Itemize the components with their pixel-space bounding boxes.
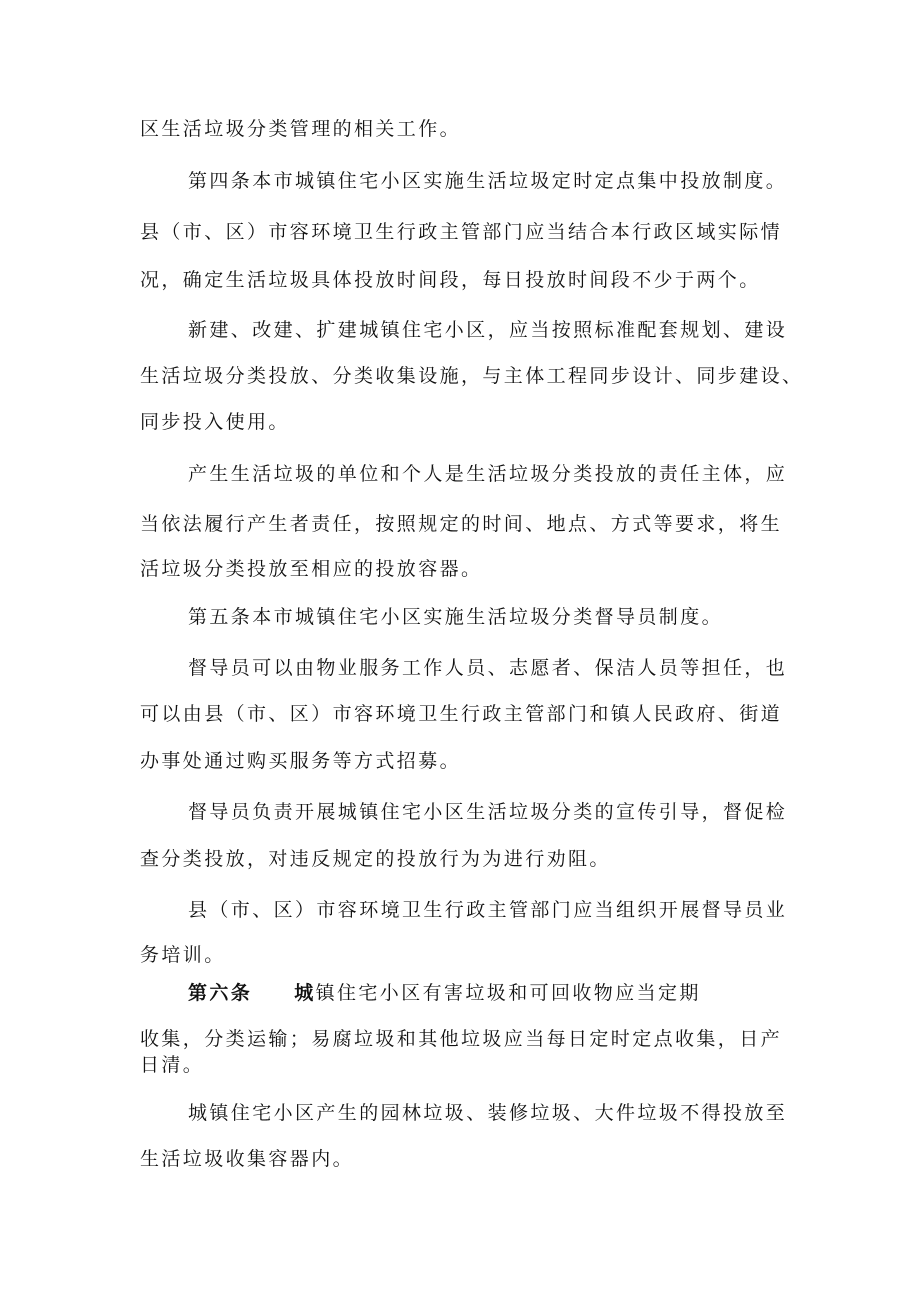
text-line: 务培训。 <box>140 944 226 966</box>
text-line: 督导员负责开展城镇住宅小区生活垃圾分类的宣传引导，督促检 <box>188 801 788 823</box>
text-line: 督导员可以由物业服务工作人员、志愿者、保洁人员等担任，也 <box>188 657 788 679</box>
article-6-text: 镇住宅小区有害垃圾和可回收物应当定期 <box>315 982 701 1004</box>
text-line: 可以由县（市、区）市容环境卫生行政主管部门和镇人民政府、街道 <box>140 703 783 725</box>
text-line: 活垃圾分类投放至相应的投放容器。 <box>140 558 483 580</box>
text-line: 同步投入使用。 <box>140 411 290 433</box>
article-6-first-char: 城 <box>294 982 316 1004</box>
text-line: 生活垃圾收集容器内。 <box>140 1148 355 1170</box>
text-line: 城镇住宅小区产生的园林垃圾、装修垃圾、大件垃圾不得投放至 <box>188 1102 788 1124</box>
text-line: 况，确定生活垃圾具体投放时间段，每日投放时间段不少于两个。 <box>140 269 761 291</box>
text-line: 县（市、区）市容环境卫生行政主管部门应当结合本行政区域实际情 <box>140 221 783 243</box>
article-4-heading: 第四条本市城镇住宅小区实施生活垃圾定时定点集中投放制度。 <box>188 170 788 192</box>
article-6-label: 第六条 <box>188 982 253 1004</box>
text-line: 县（市、区）市容环境卫生行政主管部门应当组织开展督导员业 <box>188 899 788 921</box>
article-6-line <box>188 980 701 1006</box>
text-line: 日清。 <box>140 1054 205 1076</box>
text-line: 产生生活垃圾的单位和个人是生活垃圾分类投放的责任主体，应 <box>188 463 788 485</box>
text-line: 区生活垃圾分类管理的相关工作。 <box>140 118 462 140</box>
text-line: 查分类投放，对违反规定的投放行为为进行劝阻。 <box>140 848 611 870</box>
text-line: 当依法履行产生者责任，按照规定的时间、地点、方式等要求，将生 <box>140 513 783 535</box>
article-5-heading: 第五条本市城镇住宅小区实施生活垃圾分类督导员制度。 <box>188 606 724 628</box>
text-line: 生活垃圾分类投放、分类收集设施，与主体工程同步设计、同步建设、 <box>140 365 804 387</box>
text-line: 新建、改建、扩建城镇住宅小区，应当按照标准配套规划、建设 <box>188 319 788 341</box>
text-line: 收集，分类运输；易腐垃圾和其他垃圾应当每日定时定点收集，日产 <box>140 1028 783 1050</box>
text-line: 办事处通过购买服务等方式招募。 <box>140 750 462 772</box>
